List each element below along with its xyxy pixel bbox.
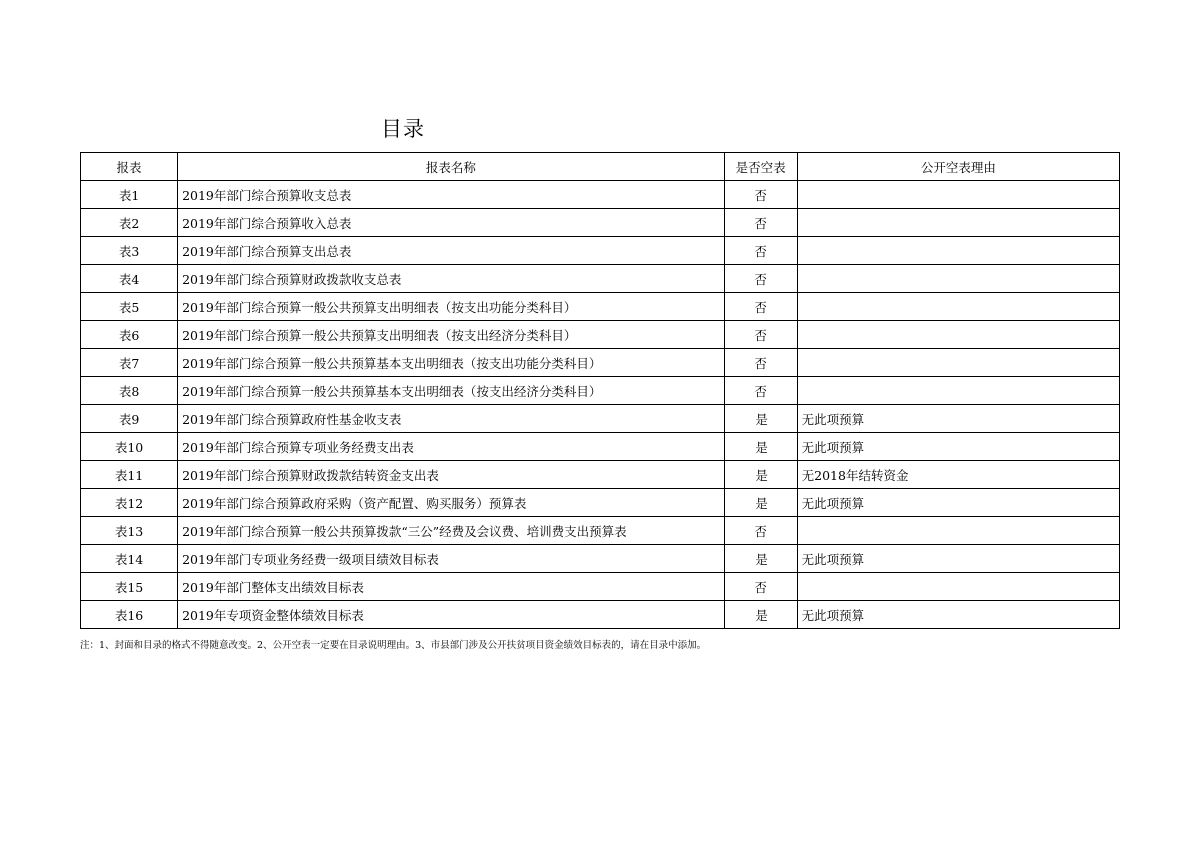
- cell-is-empty: 否: [724, 209, 797, 237]
- cell-is-empty: 否: [724, 265, 797, 293]
- cell-report-id: 表5: [81, 293, 178, 321]
- cell-report-id: 表3: [81, 237, 178, 265]
- cell-report-name: 2019年部门综合预算财政拨款结转资金支出表: [178, 461, 725, 489]
- cell-report-name: 2019年部门整体支出绩效目标表: [178, 573, 725, 601]
- cell-empty-reason: [797, 573, 1119, 601]
- cell-report-id: 表15: [81, 573, 178, 601]
- cell-is-empty: 是: [724, 433, 797, 461]
- cell-report-id: 表12: [81, 489, 178, 517]
- table-row: [81, 405, 1120, 433]
- cell-report-name: 2019年部门综合预算支出总表: [178, 237, 725, 265]
- cell-report-id: 表13: [81, 517, 178, 545]
- cell-empty-reason: 无此项预算: [797, 433, 1119, 461]
- cell-is-empty: 是: [724, 489, 797, 517]
- cell-empty-reason: 无此项预算: [797, 601, 1119, 629]
- cell-is-empty: 否: [724, 517, 797, 545]
- table-row: [81, 377, 1120, 405]
- table-row: [81, 349, 1120, 377]
- cell-is-empty: 否: [724, 237, 797, 265]
- cell-empty-reason: 无2018年结转资金: [797, 461, 1119, 489]
- cell-report-id: 表6: [81, 321, 178, 349]
- cell-report-id: 表16: [81, 601, 178, 629]
- cell-report-id: 表8: [81, 377, 178, 405]
- cell-is-empty: 是: [724, 461, 797, 489]
- cell-report-name: 2019年部门综合预算一般公共预算支出明细表（按支出经济分类科目）: [178, 321, 725, 349]
- table-header-row: [81, 153, 1120, 181]
- cell-is-empty: 否: [724, 573, 797, 601]
- cell-is-empty: 是: [724, 405, 797, 433]
- cell-report-name: 2019年部门综合预算一般公共预算拨款“三公”经费及会议费、培训费支出预算表: [178, 517, 725, 545]
- header-is-empty: 是否空表: [724, 153, 797, 181]
- table-row: [81, 237, 1120, 265]
- table-row: [81, 489, 1120, 517]
- table-row: [81, 265, 1120, 293]
- cell-report-id: 表4: [81, 265, 178, 293]
- cell-report-name: 2019年部门综合预算财政拨款收支总表: [178, 265, 725, 293]
- cell-report-id: 表2: [81, 209, 178, 237]
- cell-empty-reason: 无此项预算: [797, 405, 1119, 433]
- table-row: [81, 433, 1120, 461]
- cell-empty-reason: [797, 265, 1119, 293]
- cell-is-empty: 否: [724, 181, 797, 209]
- table-row: [81, 517, 1120, 545]
- cell-report-name: 2019年部门综合预算政府性基金收支表: [178, 405, 725, 433]
- cell-empty-reason: [797, 237, 1119, 265]
- cell-empty-reason: 无此项预算: [797, 545, 1119, 573]
- cell-report-name: 2019年部门专项业务经费一级项目绩效目标表: [178, 545, 725, 573]
- page-title: 目录: [381, 117, 425, 141]
- cell-report-name: 2019年部门综合预算一般公共预算支出明细表（按支出功能分类科目）: [178, 293, 725, 321]
- cell-empty-reason: [797, 377, 1119, 405]
- cell-report-name: 2019年部门综合预算一般公共预算基本支出明细表（按支出经济分类科目）: [178, 377, 725, 405]
- header-empty-reason: 公开空表理由: [797, 153, 1119, 181]
- cell-report-id: 表1: [81, 181, 178, 209]
- cell-report-id: 表10: [81, 433, 178, 461]
- cell-report-name: 2019年部门综合预算专项业务经费支出表: [178, 433, 725, 461]
- table-row: [81, 601, 1120, 629]
- cell-is-empty: 否: [724, 321, 797, 349]
- table-row: [81, 573, 1120, 601]
- cell-is-empty: 否: [724, 377, 797, 405]
- table-row: [81, 209, 1120, 237]
- cell-empty-reason: [797, 181, 1119, 209]
- table-row: [81, 181, 1120, 209]
- cell-is-empty: 是: [724, 545, 797, 573]
- cell-report-id: 表11: [81, 461, 178, 489]
- cell-empty-reason: [797, 517, 1119, 545]
- header-report: 报表: [81, 153, 178, 181]
- catalog-table: [80, 152, 1120, 629]
- header-report-name: 报表名称: [178, 153, 725, 181]
- cell-report-id: 表7: [81, 349, 178, 377]
- cell-empty-reason: [797, 293, 1119, 321]
- cell-is-empty: 否: [724, 349, 797, 377]
- cell-empty-reason: [797, 209, 1119, 237]
- cell-is-empty: 是: [724, 601, 797, 629]
- cell-report-name: 2019年部门综合预算收支总表: [178, 181, 725, 209]
- table-row: [81, 293, 1120, 321]
- cell-empty-reason: [797, 349, 1119, 377]
- cell-is-empty: 否: [724, 293, 797, 321]
- table-row: [81, 545, 1120, 573]
- cell-empty-reason: 无此项预算: [797, 489, 1119, 517]
- cell-report-name: 2019年专项资金整体绩效目标表: [178, 601, 725, 629]
- table-row: [81, 321, 1120, 349]
- cell-report-name: 2019年部门综合预算收入总表: [178, 209, 725, 237]
- cell-report-id: 表9: [81, 405, 178, 433]
- cell-empty-reason: [797, 321, 1119, 349]
- table-row: [81, 461, 1120, 489]
- cell-report-id: 表14: [81, 545, 178, 573]
- cell-report-name: 2019年部门综合预算政府采购（资产配置、购买服务）预算表: [178, 489, 725, 517]
- cell-report-name: 2019年部门综合预算一般公共预算基本支出明细表（按支出功能分类科目）: [178, 349, 725, 377]
- footnote: 注：1、封面和目录的格式不得随意改变。2、公开空表一定要在目录说明理由。3、市县部门涉及公开扶贫项目资金绩效目标表的，请在目录中添加。: [80, 640, 707, 651]
